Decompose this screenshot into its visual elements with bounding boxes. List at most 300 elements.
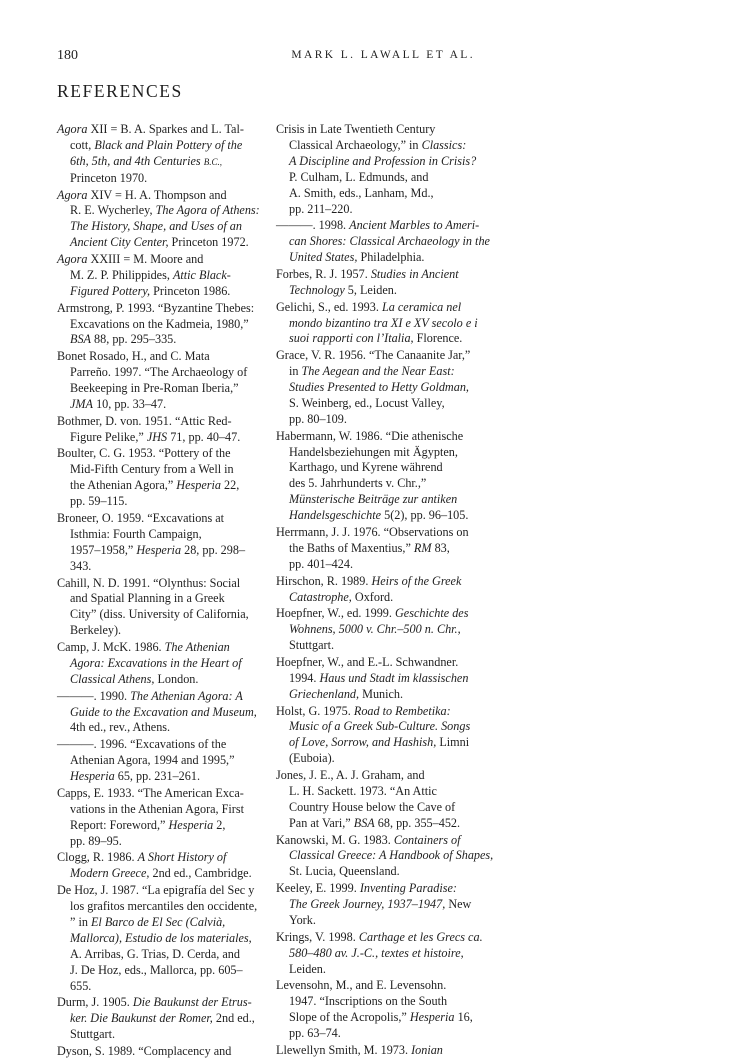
italic-run: Black and Plain Pottery of the (94, 137, 243, 152)
italic-run: Studies in Ancient (370, 266, 459, 281)
text-run: Hoepfner, W., ed. 1999. (276, 606, 395, 621)
reference-line (276, 331, 486, 347)
reference-line (57, 397, 267, 413)
reference-line (57, 478, 267, 494)
italic-run: United States, (289, 250, 358, 265)
reference-line (57, 414, 267, 430)
reference-entry (276, 429, 486, 524)
reference-line (57, 332, 267, 348)
reference-line (276, 704, 486, 720)
text-run: 22, (220, 478, 240, 493)
reference-entry (276, 267, 486, 299)
italic-run: Technology (289, 282, 345, 297)
reference-entry (276, 606, 486, 654)
italic-run: The History, Shape, and Uses of an (70, 219, 242, 234)
reference-line (276, 348, 486, 364)
italic-run: Agora: Excavations in the Heart of (70, 655, 242, 670)
text-run: Boulter, C. G. 1953. “Pottery of the (57, 446, 231, 461)
italic-run: Hesperia (168, 817, 214, 832)
text-run: the Baths of Maxentius,” (289, 540, 414, 555)
reference-entry (276, 574, 486, 606)
reference-entry (276, 832, 494, 881)
text-run: Pan at Vari,” (289, 815, 354, 830)
italic-run: JMA (70, 396, 94, 411)
text-run: 2nd ed., Cambridge. (149, 866, 252, 881)
text-run: XII = B. A. Sparkes and L. Tal- (87, 122, 244, 136)
reference-line (57, 899, 267, 915)
reference-entry (276, 655, 486, 703)
text-run: Leiden. (289, 961, 326, 976)
text-run: St. Lucia, Queensland. (289, 864, 400, 879)
text-run: and Spatial Planning in a Greek (70, 591, 225, 606)
reference-line (276, 751, 486, 767)
reference-line (57, 511, 267, 527)
reference-entry (57, 576, 267, 640)
italic-run: Geschichte des (395, 606, 469, 621)
reference-entry (276, 704, 486, 768)
reference-entry (57, 850, 267, 882)
reference-line (276, 590, 486, 606)
text-run: Figure Pelike,” (70, 429, 147, 444)
reference-line (276, 897, 486, 913)
reference-line (276, 380, 486, 396)
reference-line (57, 591, 267, 607)
reference-line (57, 446, 267, 462)
text-run: Country House below the Cave of (289, 799, 456, 814)
reference-line (57, 705, 267, 721)
reference-line (57, 317, 267, 333)
text-run: Princeton 1986. (150, 283, 231, 298)
text-run: Durm, J. 1905. (57, 995, 133, 1010)
reference-line (57, 883, 267, 899)
text-run: 1994. (289, 670, 320, 685)
text-run: Philadelphia. (357, 250, 425, 265)
text-run: Keeley, E. 1999. (276, 881, 360, 896)
reference-line (276, 250, 486, 266)
italic-run: Inventing Paradise: (359, 881, 457, 896)
italic-run: Road to Rembetika: (353, 703, 451, 718)
italic-run: Studies Presented to Hetty Goldman, (289, 380, 469, 395)
text-run: Hoepfner, W., and E.-L. Schwandner. (276, 654, 459, 669)
text-run: pp. 59–115. (70, 494, 128, 509)
reference-line (57, 850, 267, 866)
text-run: pp. 80–109. (289, 411, 347, 426)
text-run: Parreño. 1997. “The Archaeology of (70, 365, 248, 380)
text-run: Princeton 1970. (70, 170, 148, 185)
reference-line (276, 445, 486, 461)
text-run: 16, (454, 1010, 473, 1025)
reference-line (57, 607, 267, 623)
text-run: 343. (70, 558, 92, 573)
text-run: 655. (70, 978, 92, 993)
text-run: 2nd ed., (212, 1011, 255, 1026)
italic-run: Catastrophe, (289, 589, 352, 604)
text-run: 5(2), pp. 96–105. (381, 508, 469, 523)
text-run: pp. 401–424. (289, 556, 353, 571)
reference-entry (57, 689, 267, 737)
reference-line (276, 396, 486, 412)
reference-entry (276, 348, 486, 428)
reference-line (57, 430, 267, 446)
reference-line (57, 802, 267, 818)
italic-run: Mallorca), Estudio de los materiales, (70, 930, 252, 945)
reference-line (57, 203, 267, 219)
reference-entry (276, 122, 486, 217)
text-run: the Athenian Agora,” (70, 478, 177, 493)
text-run: Bonet Rosado, H., and C. Mata (57, 349, 210, 364)
reference-entry (57, 883, 267, 994)
text-run: Stuttgart. (70, 1027, 116, 1042)
italic-run: Hesperia (176, 478, 221, 493)
reference-line (276, 946, 486, 962)
reference-line (276, 283, 486, 299)
text-run: los grafitos mercantiles den occidente, (70, 898, 258, 913)
reference-line (276, 848, 494, 864)
reference-entry (276, 881, 486, 929)
text-run: ———. 1990. (57, 688, 131, 703)
text-run: B.C., (203, 156, 222, 167)
text-run: London. (154, 671, 199, 686)
reference-line (57, 656, 267, 672)
italic-run: BSA (70, 332, 91, 347)
reference-line (276, 1043, 486, 1059)
reference-line (57, 171, 267, 187)
text-run: Capps, E. 1933. “The American Exca- (57, 785, 244, 800)
reference-line (57, 931, 267, 947)
text-run: Berkeley). (70, 623, 122, 638)
text-run: Mid-Fifth Century from a Well in (70, 462, 234, 477)
italic-run: The Greek Journey, 1937–1947, (289, 897, 446, 912)
text-run: Llewellyn Smith, M. 1973. (276, 1042, 412, 1057)
reference-line (276, 541, 486, 557)
reference-line (57, 866, 267, 882)
text-run: Classical Archaeology,” in (289, 137, 422, 152)
text-run: in (289, 364, 302, 379)
text-run: 28, pp. 298– (181, 542, 246, 557)
italic-run: Music of a Greek Sub-Culture. Songs (289, 719, 471, 734)
text-run: Clogg, R. 1986. (57, 850, 138, 865)
reference-line (57, 252, 267, 268)
reference-line (57, 995, 267, 1011)
reference-entry (276, 300, 486, 348)
reference-line (57, 720, 267, 736)
text-run: R. E. Wycherley, (70, 203, 156, 218)
reference-line (276, 784, 486, 800)
reference-line (276, 962, 486, 978)
text-run: Isthmia: Fourth Campaign, (70, 526, 202, 541)
reference-line (276, 800, 486, 816)
text-run: City” (diss. University of California, (70, 607, 249, 622)
italic-run: Carthage et les Grecs ca. (358, 929, 483, 944)
reference-line (57, 623, 267, 639)
text-run: A. Arribas, G. Trias, D. Cerda, and (70, 946, 240, 961)
text-run: Crisis in Late Twentieth Century (276, 122, 436, 136)
text-run: Hirschon, R. 1989. (276, 573, 372, 588)
text-run: 68, pp. 355–452. (374, 815, 461, 830)
reference-line (57, 915, 267, 931)
reference-line (276, 881, 486, 897)
section-title: REFERENCES (57, 81, 183, 101)
text-run: Herrmann, J. J. 1976. “Observations on (276, 525, 469, 539)
reference-line (57, 381, 267, 397)
reference-entry (276, 768, 486, 832)
reference-line (57, 154, 267, 171)
text-run: Kanowski, M. G. 1983. (276, 832, 394, 847)
italic-run: La ceramica nel (381, 299, 462, 314)
reference-line (57, 349, 267, 365)
text-run: J. De Hoz, eds., Mallorca, pp. 605– (70, 962, 243, 977)
text-run: A. Smith, eds., Lanham, Md., (289, 185, 434, 200)
reference-line (276, 864, 486, 880)
italic-run: Münsterische Beiträge zur antiken (289, 492, 458, 507)
italic-run: The Athenian Agora: A (130, 688, 243, 703)
italic-run: Figured Pottery, (70, 283, 151, 298)
reference-line (57, 753, 267, 769)
text-run: De Hoz, J. 1987. “La epigrafía del Sec y (57, 883, 255, 898)
italic-run: RM (413, 540, 432, 555)
text-run: ” in (70, 914, 91, 929)
reference-line (276, 719, 486, 735)
reference-line (276, 138, 486, 154)
italic-run: Hesperia (409, 1010, 455, 1025)
text-run: York. (289, 912, 316, 927)
text-run: 88, pp. 295–335. (90, 332, 177, 347)
reference-line (57, 301, 267, 317)
reference-line (57, 559, 267, 575)
reference-line (276, 978, 486, 994)
reference-line (57, 786, 267, 802)
text-run: Grace, V. R. 1956. “The Canaanite Jar,” (276, 348, 471, 363)
reference-entry (57, 786, 267, 850)
reference-line (276, 412, 486, 428)
reference-line (276, 913, 486, 929)
text-run: Broneer, O. 1959. “Excavations at (57, 510, 225, 525)
text-run: 1957–1958,” (70, 542, 137, 557)
reference-line (57, 834, 267, 850)
reference-line (57, 1027, 267, 1043)
reference-line (57, 543, 267, 559)
text-run: New (445, 897, 472, 912)
reference-line (276, 202, 486, 218)
reference-entry (276, 1043, 486, 1059)
reference-line (276, 154, 486, 170)
reference-line (57, 188, 267, 204)
reference-line (276, 234, 490, 250)
reference-line (276, 557, 486, 573)
reference-line (57, 1044, 267, 1060)
reference-line (276, 687, 486, 703)
text-run: 1947. “Inscriptions on the South (289, 994, 448, 1009)
reference-entry (276, 218, 490, 266)
reference-line (57, 268, 267, 284)
reference-line (276, 638, 486, 654)
text-run: 83, (431, 540, 450, 555)
italic-run: Guide to the Excavation and Museum, (70, 704, 257, 719)
text-run: 5, Leiden. (344, 282, 397, 297)
italic-run: Die Baukunst der Etrus- (132, 995, 252, 1010)
reference-entry (276, 978, 486, 1042)
reference-line (57, 963, 267, 979)
italic-run: Agora (57, 187, 88, 202)
text-run: Princeton 1972. (168, 235, 249, 250)
text-run: Gelichi, S., ed. 1993. (276, 299, 382, 314)
text-run: Forbes, R. J. 1957. (276, 266, 371, 281)
reference-line (276, 655, 486, 671)
text-run: Report: Foreword,” (70, 817, 169, 832)
text-run: 10, pp. 33–47. (93, 396, 167, 411)
text-run: pp. 89–95. (70, 833, 122, 848)
text-run: Beekeeping in Pre-Roman Iberia,” (70, 381, 239, 396)
reference-line (57, 947, 267, 963)
reference-entry (57, 188, 267, 252)
reference-line (276, 735, 486, 751)
reference-line (276, 816, 486, 832)
text-run: Krings, V. 1998. (276, 929, 359, 944)
reference-line (276, 1026, 486, 1042)
reference-line (276, 833, 486, 849)
reference-line (57, 640, 267, 656)
italic-run: Handelsgeschichte (289, 508, 382, 523)
italic-run: Hesperia (70, 769, 115, 784)
reference-entry (57, 995, 267, 1043)
text-run: Stuttgart. (289, 638, 335, 653)
reference-line (57, 122, 267, 138)
text-run: pp. 63–74. (289, 1026, 341, 1041)
reference-line (276, 267, 486, 283)
reference-entry (57, 252, 267, 300)
text-run: des 5. Jahrhunderts v. Chr.,” (289, 476, 427, 491)
text-run: Cahill, N. D. 1991. “Olynthus: Social (57, 575, 241, 590)
italic-run: Hesperia (136, 542, 182, 557)
reference-entry (57, 349, 267, 413)
reference-entry (276, 525, 486, 573)
italic-run: Agora (57, 252, 88, 267)
reference-line (276, 508, 486, 524)
text-run: ———. 1998. (276, 218, 350, 233)
italic-run: Griechenland, (289, 686, 360, 701)
reference-line (57, 737, 267, 753)
reference-line (276, 364, 486, 380)
reference-line (276, 994, 486, 1010)
italic-run: 6th, 5th, and 4th Centuries (70, 153, 204, 168)
reference-line (57, 462, 267, 478)
text-run: XXIII = M. Moore and (87, 252, 204, 267)
italic-run: Ancient Marbles to Ameri- (349, 218, 480, 233)
reference-entry (57, 414, 267, 446)
italic-run: 580–480 av. J.-C., textes et histoire, (289, 945, 464, 960)
italic-run: Wohnens, 5000 v. Chr.–500 n. Chr., (289, 622, 461, 637)
reference-entry (57, 301, 267, 349)
reference-line (276, 170, 486, 186)
italic-run: The Agora of Athens: (155, 203, 260, 218)
text-run: 65, pp. 231–261. (114, 769, 200, 784)
reference-line (57, 365, 267, 381)
text-run: Limni (436, 735, 470, 750)
text-run: Munich. (359, 686, 404, 701)
italic-run: Modern Greece, (70, 866, 150, 881)
reference-line (276, 930, 486, 946)
italic-run: BSA (353, 815, 375, 830)
italic-run: Ionian (411, 1042, 443, 1057)
text-run: (Euboia). (289, 751, 335, 766)
italic-run: Haus und Stadt im klassischen (319, 670, 469, 685)
text-run: Levensohn, M., and E. Levensohn. (276, 978, 447, 993)
text-run: P. Culham, L. Edmunds, and (289, 169, 429, 184)
reference-line (276, 476, 486, 492)
italic-run: A Discipline and Profession in Crisis? (289, 153, 477, 168)
italic-run: Heirs of the Greek (371, 573, 462, 588)
reference-line (57, 138, 267, 154)
text-run: Oxford. (351, 589, 394, 604)
reference-line (57, 818, 267, 834)
reference-entry (57, 511, 267, 575)
text-run: L. H. Sackett. 1973. “An Attic (289, 783, 437, 798)
reference-line (276, 186, 486, 202)
text-run: Jones, J. E., A. J. Graham, and (276, 768, 425, 783)
reference-entry (57, 122, 267, 187)
reference-line (276, 768, 486, 784)
reference-line (276, 300, 486, 316)
reference-line (276, 606, 486, 622)
text-run: Florence. (413, 331, 463, 346)
reference-entry (57, 737, 267, 785)
italic-run: mondo bizantino tra XI e XV secolo e i (289, 315, 478, 330)
text-run: Dyson, S. 1989. “Complacency and (57, 1043, 232, 1058)
text-run: Habermann, W. 1986. “Die athenische (276, 428, 464, 443)
text-run: M. Z. P. Philippides, (70, 267, 173, 282)
italic-run: The Aegean and the Near East: (301, 364, 455, 379)
reference-line (276, 429, 486, 445)
italic-run: Classics: (421, 137, 467, 152)
reference-entry (276, 930, 486, 978)
italic-run: Agora (57, 122, 88, 136)
text-run: Armstrong, P. 1993. “Byzantine Thebes: (57, 300, 255, 315)
reference-line (276, 122, 486, 138)
italic-run: Attic Black- (172, 267, 231, 282)
text-run: Athenian Agora, 1994 and 1995,” (70, 753, 235, 768)
reference-line (276, 525, 486, 541)
text-run: Karthago, und Kyrene während (289, 460, 443, 475)
reference-entry (57, 640, 267, 688)
running-head: MARK L. LAWALL ET AL. (291, 49, 475, 61)
reference-line (57, 527, 267, 543)
text-run: pp. 211–220. (289, 201, 353, 216)
reference-line (57, 235, 267, 251)
italic-run: can Shores: Classical Archaeology in the (289, 234, 490, 249)
text-run: S. Weinberg, ed., Locust Valley, (289, 395, 445, 410)
references-column-left (57, 122, 267, 1061)
reference-line (276, 574, 486, 590)
reference-line (276, 671, 486, 687)
italic-run: El Barco de El Sec (Calvià, (90, 914, 226, 929)
text-run: 71, pp. 40–47. (167, 429, 241, 444)
italic-run: The Athenian (164, 640, 230, 655)
reference-line (276, 316, 486, 332)
reference-line (57, 769, 267, 785)
reference-line (276, 460, 486, 476)
reference-line (57, 1011, 267, 1027)
reference-line (57, 689, 267, 705)
italic-run: ker. Die Baukunst der Romer, (70, 1011, 213, 1026)
reference-line (57, 219, 267, 235)
italic-run: A Short History of (137, 850, 227, 865)
reference-line (57, 979, 267, 995)
text-run: Bothmer, D. von. 1951. “Attic Red- (57, 413, 232, 428)
text-run: cott, (70, 137, 95, 152)
reference-entry (57, 1044, 267, 1060)
text-run: 2, (213, 817, 226, 832)
italic-run: Classical Greece: A Handbook of Shapes, (289, 848, 494, 863)
